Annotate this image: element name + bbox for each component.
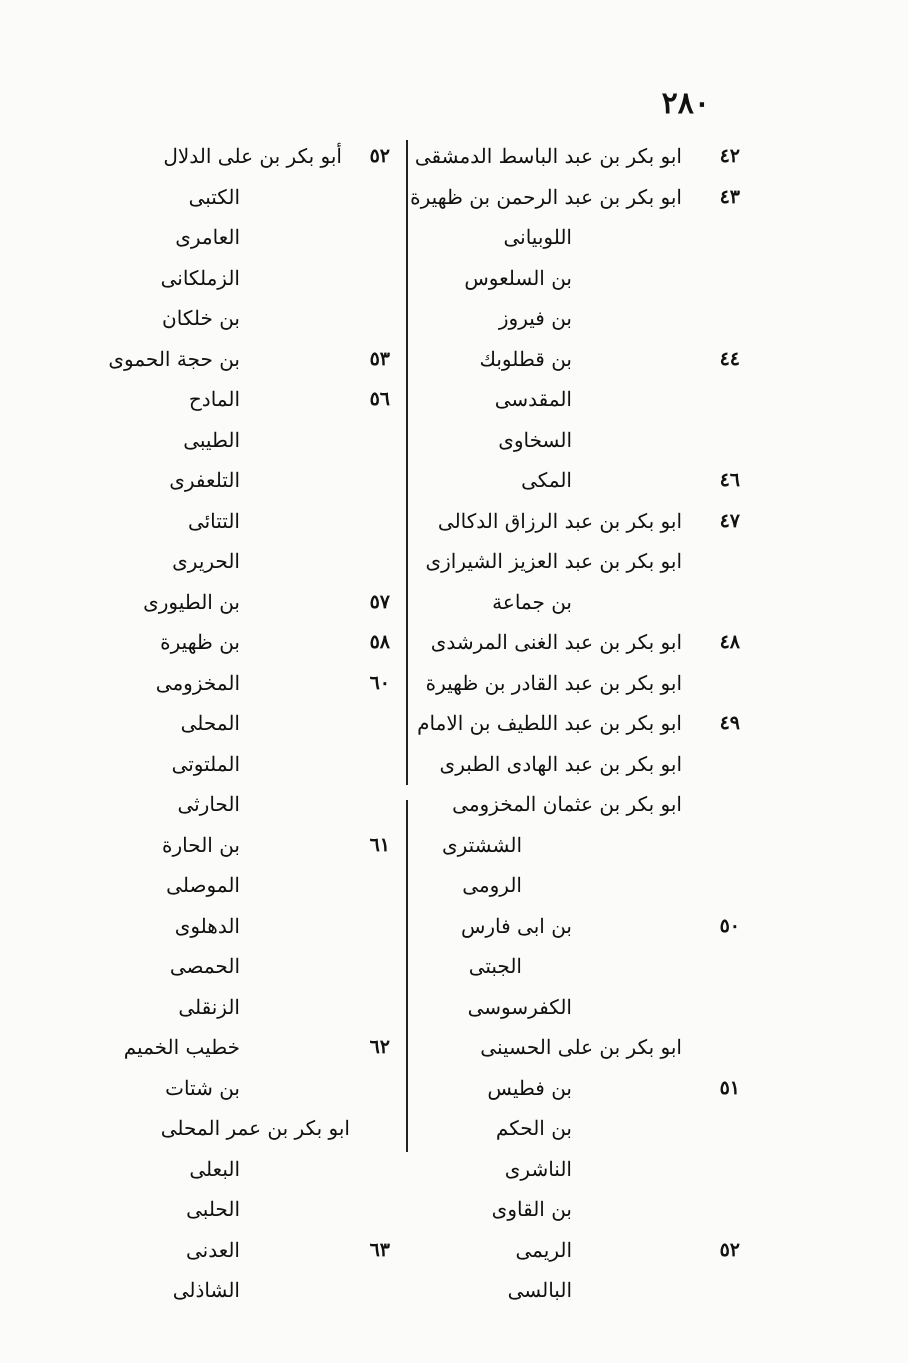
entry-page-number: ٥٦: [369, 388, 390, 410]
right-column: [410, 136, 740, 1311]
right-column-entry: [410, 1108, 740, 1149]
entry-page-number: ٥١: [719, 1076, 740, 1099]
entry-name: المقدسى: [494, 387, 572, 411]
entry-name: خطيب الخميم: [123, 1035, 240, 1059]
entry-name: ابو بكر بن عبد الرحمن بن ظهيرة: [410, 184, 682, 209]
entry-name: بن الطيورى: [143, 589, 240, 614]
right-column-entry: [410, 541, 740, 582]
entry-name: المادح: [188, 387, 240, 411]
right-column-entry: [410, 339, 740, 380]
entry-name: بن فطيس: [487, 1075, 572, 1100]
entry-name: بن قطلوبك: [479, 346, 572, 371]
entry-name: المكى: [521, 468, 572, 492]
left-column: [60, 136, 400, 1311]
entry-name: ابو بكر بن عمر المحلى: [160, 1116, 350, 1140]
right-column-entry: [410, 177, 740, 218]
entry-name: ابو بكر بن على الحسينى: [480, 1035, 682, 1059]
left-column-entry: [60, 460, 400, 501]
entry-name: الطيبى: [183, 427, 240, 452]
entry-name: ابو بكر بن عبد الهادى الطبرى: [439, 751, 682, 776]
entry-name: الموصلى: [166, 873, 240, 897]
entry-name: ابو بكر بن عبد الباسط الدمشقى: [414, 144, 682, 168]
right-column-entry: [410, 1068, 740, 1109]
entry-name: بن القاوى: [491, 1197, 572, 1221]
right-column-entry: [410, 946, 740, 987]
right-column-entry: [410, 865, 740, 906]
entry-page-number: ٥٠: [719, 914, 740, 937]
right-column-entry: [410, 379, 740, 420]
entry-page-number: ٥٧: [369, 590, 390, 613]
left-column-entry: [60, 1230, 400, 1271]
left-column-entry: [60, 541, 400, 582]
entry-name: الزنقلى: [178, 994, 240, 1019]
entry-page-number: ٦٣: [369, 1238, 390, 1261]
right-column-entry: [410, 217, 740, 258]
left-column-entry: [60, 582, 400, 623]
right-column-entry: [410, 784, 740, 825]
right-column-entry: [410, 460, 740, 501]
right-column-entry: [410, 258, 740, 299]
right-column-entry: [410, 1270, 740, 1311]
right-column-entry: [410, 987, 740, 1028]
entry-name: الشاذلى: [172, 1278, 240, 1302]
right-column-entry: [410, 703, 740, 744]
entry-name: الحمصى: [169, 954, 240, 978]
entry-name: ابو بكر بن عبد الغنى المرشدى: [430, 630, 682, 654]
entry-name: السخاوى: [498, 427, 572, 452]
left-column-entry: [60, 663, 400, 704]
entry-page-number: ٤٨: [719, 631, 740, 653]
column-divider-lower: [406, 800, 408, 1152]
entry-page-number: ٥٢: [719, 1238, 740, 1261]
entry-name: بن فيروز: [498, 306, 572, 330]
left-column-entry: [60, 420, 400, 461]
entry-name: بن السلعوس: [464, 265, 572, 290]
entry-name: أبو بكر بن على الدلال: [163, 144, 342, 168]
entry-name: بن حجة الحموى: [108, 346, 240, 371]
entry-name: العدنى: [185, 1237, 240, 1262]
entry-name: الششترى: [441, 832, 522, 857]
left-column-entry: [60, 906, 400, 947]
entry-name: الكفرسوسى: [467, 994, 572, 1019]
right-column-entry: [410, 501, 740, 542]
entry-name: البالسى: [507, 1278, 572, 1302]
left-column-entry: [60, 784, 400, 825]
entry-name: الناشرى: [504, 1156, 572, 1181]
entry-page-number: ٥٢: [369, 145, 390, 167]
entry-page-number: ٦٠: [369, 671, 390, 694]
left-column-entry: [60, 865, 400, 906]
left-column-entry: [60, 1149, 400, 1190]
right-column-entry: [410, 1230, 740, 1271]
left-column-entry: [60, 622, 400, 663]
entry-name: الريمى: [515, 1237, 572, 1262]
entry-name: المخزومى: [155, 670, 240, 695]
entry-name: التلعفرى: [169, 468, 240, 492]
entry-name: اللوبيانى: [503, 225, 572, 249]
right-column-entry: [410, 582, 740, 623]
right-column-entry: [410, 136, 740, 177]
entry-name: بن جماعة: [492, 589, 572, 614]
left-column-entry: [60, 501, 400, 542]
entry-name: التتائى: [187, 508, 240, 533]
entry-name: الحلبى: [186, 1197, 240, 1221]
entry-name: ابو بكر بن عبد الرزاق الدكالى: [437, 508, 682, 533]
entry-name: الكتبى: [188, 184, 240, 209]
entry-page-number: ٥٨: [369, 631, 390, 653]
right-column-entry: [410, 744, 740, 785]
right-column-entry: [410, 1149, 740, 1190]
page-number: ٢٨٠: [661, 86, 710, 121]
left-column-entry: [60, 379, 400, 420]
right-column-entry: [410, 1027, 740, 1068]
left-column-entry: [60, 1027, 400, 1068]
right-column-entry: [410, 622, 740, 663]
column-divider-upper: [406, 140, 408, 785]
entry-name: الجبتى: [468, 954, 522, 978]
left-column-entry: [60, 1270, 400, 1311]
left-column-entry: [60, 258, 400, 299]
right-column-entry: [410, 663, 740, 704]
left-column-entry: [60, 1068, 400, 1109]
left-column-entry: [60, 1189, 400, 1230]
entry-name: العامرى: [175, 225, 240, 249]
entry-page-number: ٤٧: [719, 509, 740, 532]
left-column-entry: [60, 177, 400, 218]
entry-name: الرومى: [462, 873, 522, 897]
entry-name: بن الحكم: [495, 1116, 572, 1140]
left-column-entry: [60, 136, 400, 177]
right-column-entry: [410, 1189, 740, 1230]
entry-name: بن شتات: [165, 1075, 240, 1100]
entry-page-number: ٤٢: [719, 145, 740, 167]
left-column-entry: [60, 825, 400, 866]
entry-page-number: ٦١: [369, 833, 390, 856]
right-column-entry: [410, 420, 740, 461]
entry-name: ابو بكر بن عبد القادر بن ظهيرة: [425, 670, 682, 695]
entry-name: بن الحارة: [162, 832, 240, 857]
entry-page-number: ٥٣: [369, 347, 390, 370]
entry-name: ابو بكر بن عبد العزيز الشيرازى: [425, 549, 682, 573]
left-column-entry: [60, 703, 400, 744]
entry-name: ابو بكر بن عبد اللطيف بن الامام: [417, 711, 682, 735]
entry-name: بن ظهيرة: [160, 630, 240, 654]
entry-page-number: ٦٢: [369, 1036, 390, 1058]
left-column-entry: [60, 987, 400, 1028]
entry-name: الحريرى: [172, 549, 240, 573]
left-column-entry: [60, 298, 400, 339]
right-column-entry: [410, 298, 740, 339]
right-column-entry: [410, 906, 740, 947]
left-column-entry: [60, 339, 400, 380]
entry-page-number: ٤٤: [719, 347, 740, 370]
entry-name: بن ابى فارس: [460, 913, 572, 938]
entry-name: بن خلكان: [162, 306, 240, 330]
entry-name: الملتوتى: [171, 751, 240, 776]
entry-name: البعلى: [189, 1156, 240, 1181]
entry-name: الحارثى: [177, 792, 240, 816]
left-column-entry: [60, 1108, 400, 1149]
entry-page-number: ٤٦: [719, 469, 740, 491]
right-column-entry: [410, 825, 740, 866]
entry-page-number: ٤٩: [719, 712, 740, 734]
left-column-entry: [60, 217, 400, 258]
entry-page-number: ٤٣: [719, 185, 740, 208]
entry-name: الزملكانى: [160, 265, 240, 290]
entry-name: ابو بكر بن عثمان المخزومى: [452, 792, 682, 816]
entry-name: الدهلوى: [174, 913, 240, 938]
entry-name: المحلى: [180, 711, 240, 735]
left-column-entry: [60, 946, 400, 987]
left-column-entry: [60, 744, 400, 785]
